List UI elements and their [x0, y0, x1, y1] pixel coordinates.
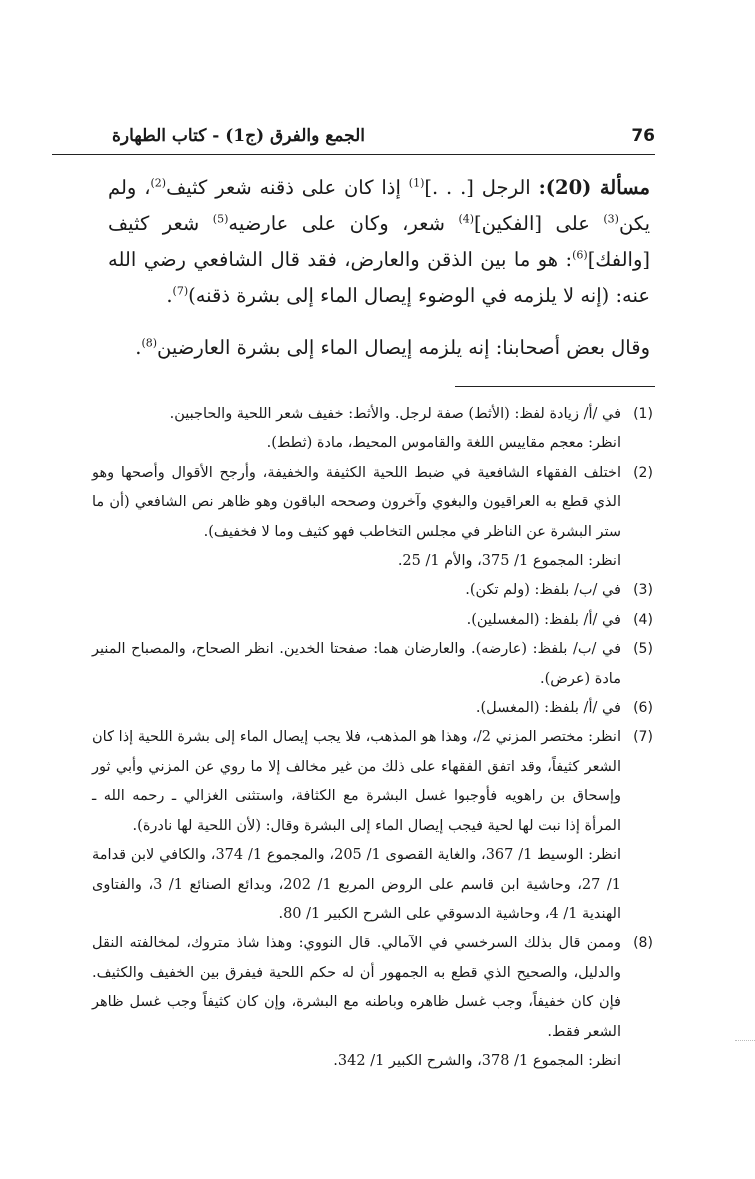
- footnote-ref: (7): [172, 284, 189, 298]
- footnote: [92, 400, 665, 459]
- footnote-line: انظر: معجم مقاييس اللغة والقاموس المحيط، مادة (ثطط).: [266, 435, 621, 452]
- footnote-ref: (8): [141, 336, 158, 350]
- footnote: [92, 606, 665, 635]
- footnote-line: انظر: الوسيط 1/ 367، والغاية القصوى 1/ 205، والمجموع 1/ 374، والكافي لابن قدامة 1/ 27، وحاشية ابن قاسم على الروض المربع 1/ 202، وبدائع الصنائع 1/ 3، والفتاوى الهندية 1/ 4، وحاشية الدسوقي على الشرح الكبير 1/ 80.: [92, 847, 622, 922]
- text-segment: شعر كثيف [والفك]: [108, 212, 650, 271]
- running-title: الجمع والفرق (ج1) - كتاب الطهارة: [112, 126, 365, 146]
- footnote-line: في /ب/ بلفظ: (عارضه). والعارضان هما: صفحتا الخدين. انظر الصحاح، والمصباح المنير مادة (عرض).: [92, 641, 621, 687]
- footnote-number: (1): [633, 406, 653, 422]
- footnote-line: وممن قال بذلك السرخسي في الآمالي. قال النووي: وهذا شاذ متروك، لمخالفته النقل والدليل، والصحيح الذي قطع به الجمهور أن له حكم اللحية فيفرق بين الخفيف والكثيف. فإن كان خفيفاً، وجب غسل ظاهره وباطنه مع البشرة، وإن كان كثيفاً وجب غسل ظاهر الشعر فقط.: [92, 935, 621, 1040]
- footnote-line: في /ب/ بلفظ: (ولم تكن).: [465, 582, 621, 599]
- text-segment: الرجل [. . .]: [424, 176, 539, 199]
- footnote: [92, 576, 665, 605]
- text-segment: .: [166, 284, 173, 307]
- text-segment: على [الفكين]: [474, 212, 604, 235]
- text-segment: إذا كان على ذقنه شعر كثيف: [166, 176, 409, 199]
- footnote-text: [92, 723, 621, 929]
- footnote-number: (2): [633, 464, 653, 481]
- footnote-number: (5): [633, 641, 653, 658]
- footnote-line: اختلف الفقهاء الشافعية في ضبط اللحية الكثيفة والخفيفة، وأرجح الأقوال وأصحها وهو الذي قطع به العراقيون والبغوي وآخرون وصححه الباقون وهو ظاهر نص الشافعي (أن ما ستر البشرة عن الناظر في مجلس التخاطب فهو كثيف وما لا فخفيف).: [92, 464, 621, 540]
- footnote-text: [92, 635, 621, 694]
- footnote-number: (6): [633, 700, 653, 717]
- footnote: [92, 635, 665, 694]
- page-number: 76: [631, 126, 655, 146]
- issue-label: مسألة (20):: [538, 176, 650, 199]
- footnote-ref: (2): [150, 176, 167, 190]
- footnote-ref: (5): [212, 212, 229, 226]
- text-segment: ، ولم يكن: [108, 176, 650, 235]
- footnote: [92, 723, 665, 929]
- footnote-number: (8): [633, 935, 653, 952]
- footnote: [92, 929, 665, 1076]
- footnote-line: في /أ/ بلفظ: (المغسلين).: [466, 611, 621, 628]
- footnote-line: في /أ/ بلفظ: (المغسل).: [475, 700, 621, 717]
- footnote-number: (4): [633, 611, 653, 628]
- footnote-ref: (3): [603, 212, 619, 226]
- footnotes: [92, 400, 665, 1076]
- text-segment: شعر، وكان على عارضيه: [228, 212, 459, 235]
- paragraph-companions: [108, 330, 650, 366]
- footnote-text: [92, 576, 621, 605]
- footnote-text: [92, 606, 621, 635]
- footnote-text: [92, 459, 621, 577]
- footnote-ref: (6): [572, 248, 588, 262]
- footnote-text: [92, 694, 621, 723]
- main-text: [108, 170, 650, 366]
- footnote-ref: (1): [408, 176, 425, 190]
- page-header: [52, 122, 655, 155]
- footnote-text: [92, 929, 621, 1076]
- scan-artifact: [735, 1040, 755, 1049]
- text-segment: .: [135, 336, 142, 359]
- footnote-number: (7): [633, 729, 653, 746]
- footnote-ref: (4): [458, 212, 475, 226]
- footnote-line: انظر: مختصر المزني 2/، وهذا هو المذهب، فلا يجب إيصال الماء إلى بشرة اللحية إذا كان الشعر كثيفاً، وقد اتفق الفقهاء على ذلك من غير مخالف إلا ما روي عن المزني وأبي ثور وإسحاق بن راهويه فأوجبوا غسل البشرة مع الكثافة، واستثنى الغزالي ـ رحمه الله ـ المرأة إذا نبت لها لحية فيجب إيصال الماء إلى البشرة وقال: (لأن اللحية لها نادرة).: [92, 729, 621, 834]
- text-segment: وقال بعض أصحابنا: إنه يلزمه إيصال الماء إلى بشرة العارضين: [157, 336, 650, 359]
- footnote-number: (3): [633, 582, 653, 599]
- footnote-line: انظر: المجموع 1/ 378، والشرح الكبير 1/ 342.: [333, 1052, 621, 1069]
- footnote: [92, 694, 665, 723]
- footnote-text: [92, 400, 621, 459]
- paragraph-issue-20: [108, 170, 650, 314]
- footnote-separator: [455, 386, 655, 387]
- text-segment: : هو ما بين الذقن والعارض، فقد قال الشافعي رضي الله عنه: (إنه لا يلزمه في الوضوء إيصال الماء إلى بشرة ذقنه): [108, 248, 650, 307]
- footnote: [92, 459, 665, 577]
- footnote-line: في /أ/ زيادة لفظ: (الأثط) صفة لرجل. والأثط: خفيف شعر اللحية والحاجبين.: [169, 406, 621, 422]
- footnote-line: انظر: المجموع 1/ 375، والأم 1/ 25.: [397, 553, 621, 570]
